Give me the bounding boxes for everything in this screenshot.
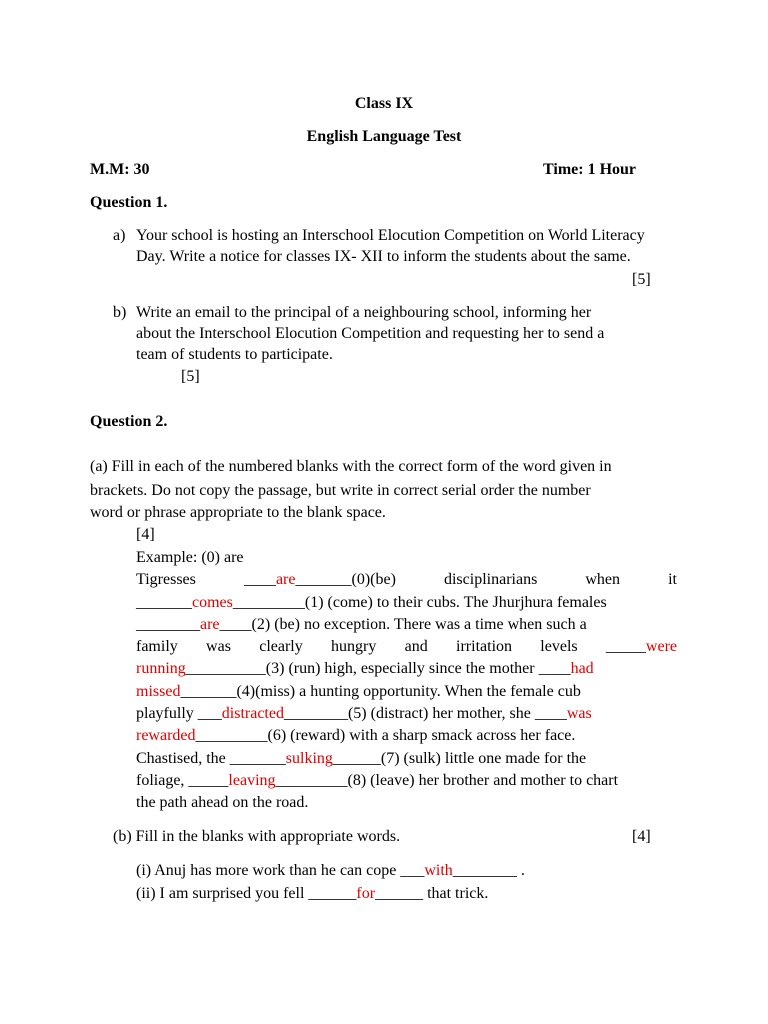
q1-b-line3: team of students to participate. <box>136 346 333 363</box>
word: irritation <box>456 638 513 655</box>
answer-4a: had <box>570 660 594 677</box>
answer-6b: rewarded <box>136 727 196 744</box>
answer-3a: were <box>645 638 677 655</box>
q1-b-line2: about the Interschool Elocution Competition and requesting her to send a <box>136 325 605 342</box>
passage-line-4 <box>136 637 677 657</box>
q1-a-line2: Day. Write a notice for classes IX- XII to inform the students about the same. <box>136 248 631 265</box>
word: family <box>136 638 178 655</box>
q1-a-marks: [5] <box>632 271 651 288</box>
blank-0: ____are_______(0)(be) <box>243 571 396 588</box>
answer-6a: was <box>566 705 592 722</box>
question-2-heading: Question 2. <box>90 413 168 430</box>
passage-line-7: playfully ___distracted________(5) (distract) her mother, she ____was <box>136 705 592 722</box>
passage-line-11: the path ahead on the road. <box>136 794 309 811</box>
answer-5: distracted <box>221 705 284 722</box>
passage-line-10: foliage, _____leaving_________(8) (leave) her brother and mother to chart <box>136 772 619 789</box>
word: was <box>206 638 231 655</box>
q1-b-label: b) <box>113 304 127 321</box>
answer-3b: running <box>136 660 186 677</box>
passage-line-8: rewarded_________(6) (reward) with a sharp smack across her face. <box>136 727 576 744</box>
answer-0: are <box>275 571 296 588</box>
q2-b-item-1: (i) Anuj has more work than he can cope ___with________ . <box>136 862 525 879</box>
word: levels <box>540 638 578 655</box>
q2-a-line2: brackets. Do not copy the passage, but write in correct serial order the number <box>90 482 591 499</box>
q2-a-text1: (a) Fill in each of the numbered blanks with the correct form of the word given in <box>90 458 612 475</box>
answer-8: leaving <box>228 772 276 789</box>
passage-line-9: Chastised, the _______sulking______(7) (sulk) little one made for the <box>136 750 587 767</box>
passage-line-2: _______comes_________(1) (come) to their cubs. The Jhurjhura females <box>136 594 607 611</box>
q2-a-line3: word or phrase appropriate to the blank space. <box>90 504 386 521</box>
word: and <box>404 638 428 655</box>
word: hungry <box>331 638 377 655</box>
q1-b-marks: [5] <box>181 368 200 385</box>
word: it <box>668 571 677 588</box>
q2-b-item-2: (ii) I am surprised you fell ______for______ that trick. <box>136 885 489 902</box>
class-title: Class IX <box>354 95 414 112</box>
answer-1: comes <box>192 594 233 611</box>
answer-b1: with <box>424 862 453 879</box>
q1-b-line1: Write an email to the principal of a neighbouring school, informing her <box>136 304 592 321</box>
passage-line-6: missed_______(4)(miss) a hunting opportunity. When the female cub <box>136 683 581 700</box>
time-limit: Time: 1 Hour <box>543 161 637 178</box>
q1-a-label: a) <box>113 227 126 244</box>
test-title: English Language Test <box>306 128 462 145</box>
q2-a-line1 <box>90 457 677 477</box>
passage-line-3: ________are____(2) (be) no exception. There was a time when such a <box>136 616 587 633</box>
question-1-heading: Question 1. <box>90 194 168 211</box>
answer-2: are <box>200 616 220 633</box>
answer-7: sulking <box>285 750 333 767</box>
passage-line-1 <box>136 570 677 590</box>
word: when <box>585 571 621 588</box>
word: Tigresses <box>136 571 196 588</box>
q2-a-marks: [4] <box>136 526 155 543</box>
answer-4b: missed <box>136 683 181 700</box>
q2-b-marks: [4] <box>632 828 651 845</box>
q1-a-line1: Your school is hosting an Interschool Elocution Competition on World Literacy <box>136 227 645 244</box>
word: clearly <box>259 638 303 655</box>
q2-example: Example: (0) are <box>136 549 244 566</box>
max-marks: M.M: 30 <box>90 161 150 178</box>
answer-b2: for <box>356 885 376 902</box>
blank-3-start: _____were <box>605 638 677 655</box>
word: disciplinarians <box>443 571 538 588</box>
q2-b-instruction: (b) Fill in the blanks with appropriate words. <box>113 828 401 845</box>
passage-line-5: running__________(3) (run) high, especially since the mother ____had <box>136 660 594 677</box>
